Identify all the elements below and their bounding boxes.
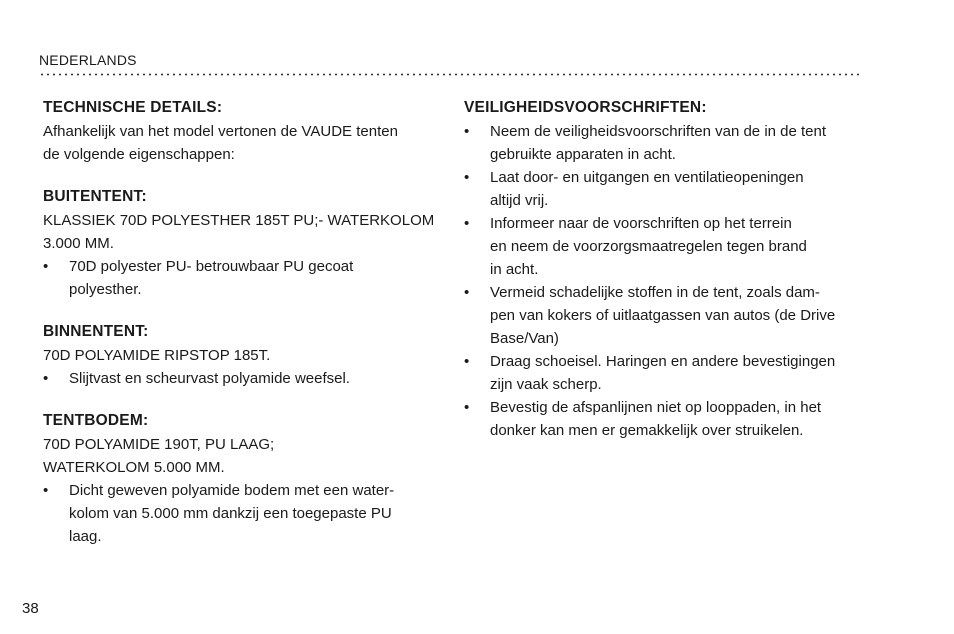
outer-tent-section <box>43 185 438 301</box>
inner-tent-line: 70D POLYAMIDE RIPSTOP 185T. <box>43 347 271 364</box>
technical-details-section <box>43 96 438 166</box>
list-item <box>464 120 864 166</box>
dotted-divider <box>39 73 859 76</box>
list-item <box>464 396 864 442</box>
list-item-line: pen van kokers of uitlaatgassen van autos (de Drive <box>490 307 836 324</box>
safety-list <box>464 120 864 442</box>
technical-line: de volgende eigenschappen: <box>43 146 235 163</box>
language-label: NEDERLANDS <box>39 52 137 68</box>
list-item-line: • Neem de veiligheidsvoorschriften van de in de tent <box>490 123 827 140</box>
list-item-line: • Vermeid schadelijke stoffen in de tent, zoals dam- <box>490 284 820 301</box>
safety-heading: VEILIGHEIDSVOORSCHRIFTEN: <box>464 99 707 116</box>
list-item-line: polyesther. <box>69 281 142 298</box>
list-item-line: gebruikte apparaten in acht. <box>490 146 676 163</box>
list-item <box>43 255 438 301</box>
list-item-line: en neem de voorzorgsmaatregelen tegen brand <box>490 238 807 255</box>
left-column <box>43 96 438 567</box>
list-item <box>464 350 864 396</box>
list-item-line: altijd vrij. <box>490 192 549 209</box>
list-item-line: zijn vaak scherp. <box>490 376 602 393</box>
inner-tent-section <box>43 320 438 390</box>
technical-details-heading: TECHNISCHE DETAILS: <box>43 99 223 116</box>
outer-tent-heading: BUITENTENT: <box>43 188 147 205</box>
list-item-line: laag. <box>69 528 102 545</box>
list-item-line: kolom van 5.000 mm dankzij een toegepaste PU <box>69 505 392 522</box>
list-item-line: in acht. <box>490 261 539 278</box>
list-item-line: • Laat door- en uitgangen en ventilatieopeningen <box>490 169 804 186</box>
page-number: 38 <box>22 600 39 617</box>
list-item <box>43 367 438 390</box>
outer-tent-line: 3.000 MM. <box>43 235 114 252</box>
outer-tent-list <box>43 255 438 301</box>
list-item-line: • Bevestig de afspanlijnen niet op looppaden, in het <box>490 399 822 416</box>
list-item-line: • Slijtvast en scheurvast polyamide weefsel. <box>69 370 350 387</box>
inner-tent-heading: BINNENTENT: <box>43 323 149 340</box>
right-column <box>464 96 864 461</box>
tent-floor-line: 70D POLYAMIDE 190T, PU LAAG; <box>43 436 275 453</box>
inner-tent-list <box>43 367 438 390</box>
list-item-line: • Draag schoeisel. Haringen en andere bevestigingen <box>490 353 836 370</box>
tent-floor-line: WATERKOLOM 5.000 MM. <box>43 459 225 476</box>
technical-line: Afhankelijk van het model vertonen de VAUDE tenten <box>43 123 398 140</box>
tent-floor-list <box>43 479 438 548</box>
list-item-line: Base/Van) <box>490 330 559 347</box>
tent-floor-section <box>43 409 438 548</box>
list-item-line: • Dicht geweven polyamide bodem met een water- <box>69 482 395 499</box>
list-item <box>43 479 438 548</box>
safety-section <box>464 96 864 442</box>
list-item <box>464 281 864 350</box>
list-item-line: donker kan men er gemakkelijk over struikelen. <box>490 422 804 439</box>
outer-tent-line: KLASSIEK 70D POLYESTHER 185T PU;- WATERKOLOM <box>43 212 435 229</box>
list-item <box>464 212 864 281</box>
list-item <box>464 166 864 212</box>
list-item-line: • 70D polyester PU- betrouwbaar PU gecoat <box>69 258 354 275</box>
list-item-line: • Informeer naar de voorschriften op het terrein <box>490 215 792 232</box>
tent-floor-heading: TENTBODEM: <box>43 412 149 429</box>
